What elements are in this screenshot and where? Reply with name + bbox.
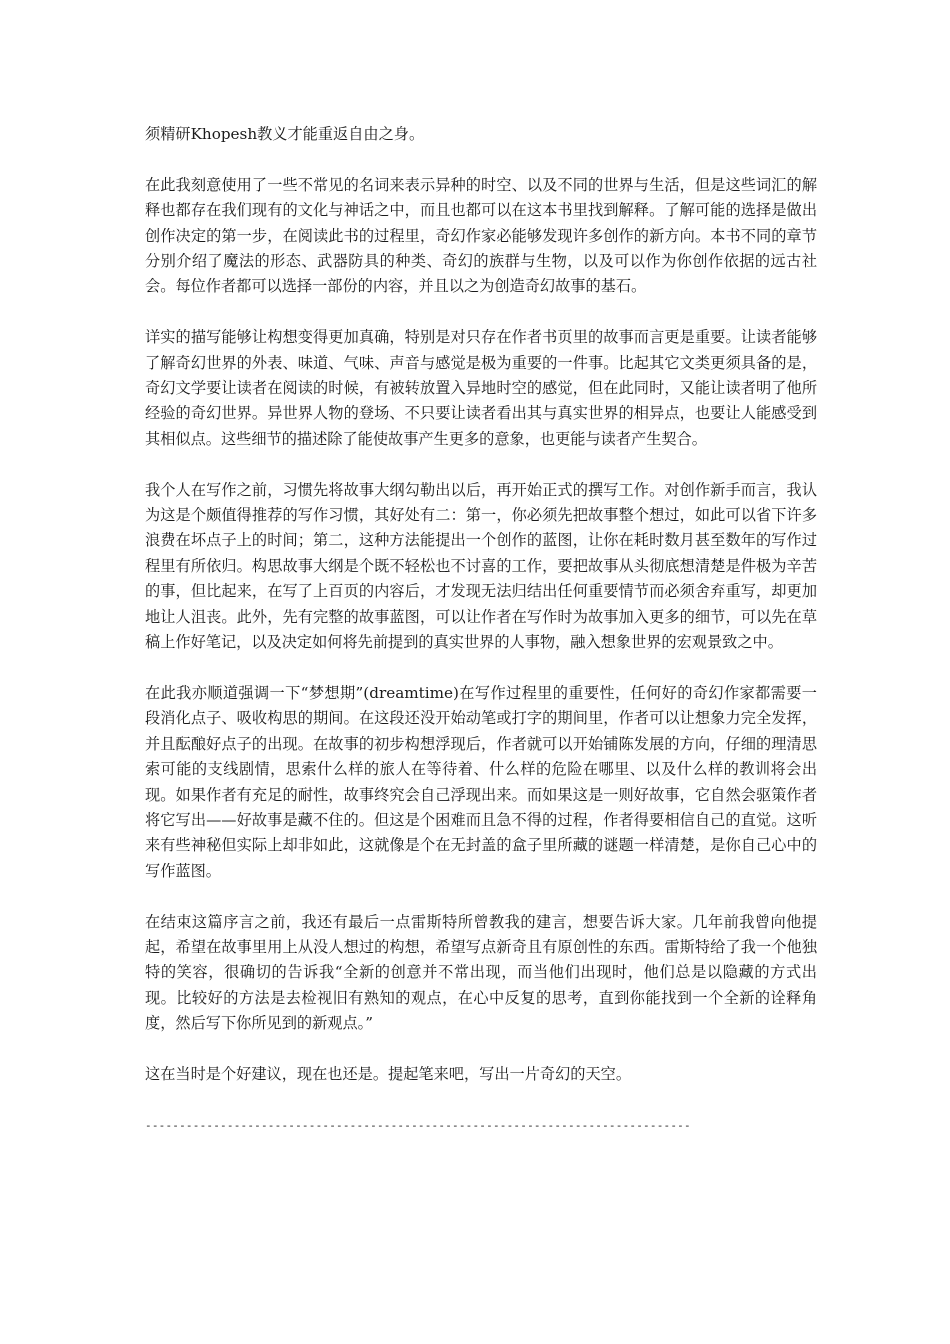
paragraph-6: 在结束这篇序言之前，我还有最后一点雷斯特所曾教我的建言，想要告诉大家。几年前我曾向他提起，希望在故事里用上从没人想过的构想，希望写点新奇且有原创性的东西。雷斯特给了我一个他独特的笑容，很确切的告诉我“全新的创意并不常出现，而当他们出现时，他们总是以隐藏的方式出现。比较好的方法是去检视旧有熟知的观点，在心中反复的思考，直到你能找到一个全新的诠释角度，然后写下你所见到的新观点。” <box>145 912 817 1033</box>
paragraph-3: 详实的描写能够让构想变得更加真确，特别是对只存在作者书页里的故事而言更是重要。让读者能够了解奇幻世界的外表、味道、气味、声音与感觉是极为重要的一件事。比起其它文类更须具备的是，奇幻文学要让读者在阅读的时候，有被转放置入异地时空的感觉，但在此同时，又能让读者明了他所经验的奇幻世界。异世界人物的登场、不只要让读者看出其与真实世界的相异点，也要让人能感受到其相似点。这些细节的描述除了能使故事产生更多的意象，也更能与读者产生契合。 <box>145 328 817 448</box>
paragraph-1: 须精研Khopesh教义才能重返自由之身。 <box>145 125 425 143</box>
section-divider: -------------------------------------------------------------------------------- <box>145 1118 691 1132</box>
paragraph-7: 这在当时是个好建议，现在也还是。提起笔来吧，写出一片奇幻的天空。 <box>145 1064 631 1083</box>
paragraph-2: 在此我刻意使用了一些不常见的名词来表示异种的时空、以及不同的世界与生活，但是这些词汇的解释也都存在我们现有的文化与神话之中，而且也都可以在这本书里找到解释。了解可能的选择是做出创作决定的第一步，在阅读此书的过程里，奇幻作家必能够发现许多创作的新方向。本书不同的章节分别介绍了魔法的形态、武器防具的种类、奇幻的族群与生物，以及可以作为你创作依据的远古社会。每位作者都可以选择一部份的内容，并且以之为创造奇幻故事的基石。 <box>145 175 817 296</box>
document-page <box>145 122 817 1138</box>
paragraph-5: 在此我亦顺道强调一下“梦想期”(dreamtime)在写作过程里的重要性，任何好的奇幻作家都需要一段消化点子、吸收构思的期间。在这段还没开始动笔或打字的期间里，作者可以让想象力完全发挥，并且酝酿好点子的出现。在故事的初步构想浮现后，作者就可以开始铺陈发展的方向，仔细的理清思索可能的支线剧情，思索什么样的旅人在等待着、什么样的危险在哪里、以及什么样的教训将会出现。如果作者有充足的耐性，故事终究会自己浮现出来。而如果这是一则好故事，它自然会驱策作者将它写出——好故事是藏不住的。但这是个困难而且急不得的过程，作者得要相信自己的直觉。这听来有些神秘但实际上却非如此，这就像是个在无封盖的盒子里所藏的谜题一样清楚，是你自己心中的写作蓝图。 <box>145 683 817 880</box>
paragraph-4: 我个人在写作之前，习惯先将故事大纲勾勒出以后，再开始正式的撰写工作。对创作新手而言，我认为这是个颇值得推荐的写作习惯，其好处有二：第一，你必须先把故事整个想过，如此可以省下许多浪费在坏点子上的时间；第二，这种方法能提出一个创作的蓝图，让你在耗时数月甚至数年的写作过程里有所依归。构思故事大纲是个既不轻松也不讨喜的工作，要把故事从头彻底想清楚是件极为辛苦的事，但比起来，在写了上百页的内容后，才发现无法归结出任何重要情节而必须舍弃重写，却更加地让人沮丧。此外，先有完整的故事蓝图，可以让作者在写作时为故事加入更多的细节，可以先在草稿上作好笔记，以及决定如何将先前提到的真实世界的人事物，融入想象世界的宏观景致之中。 <box>145 480 817 652</box>
